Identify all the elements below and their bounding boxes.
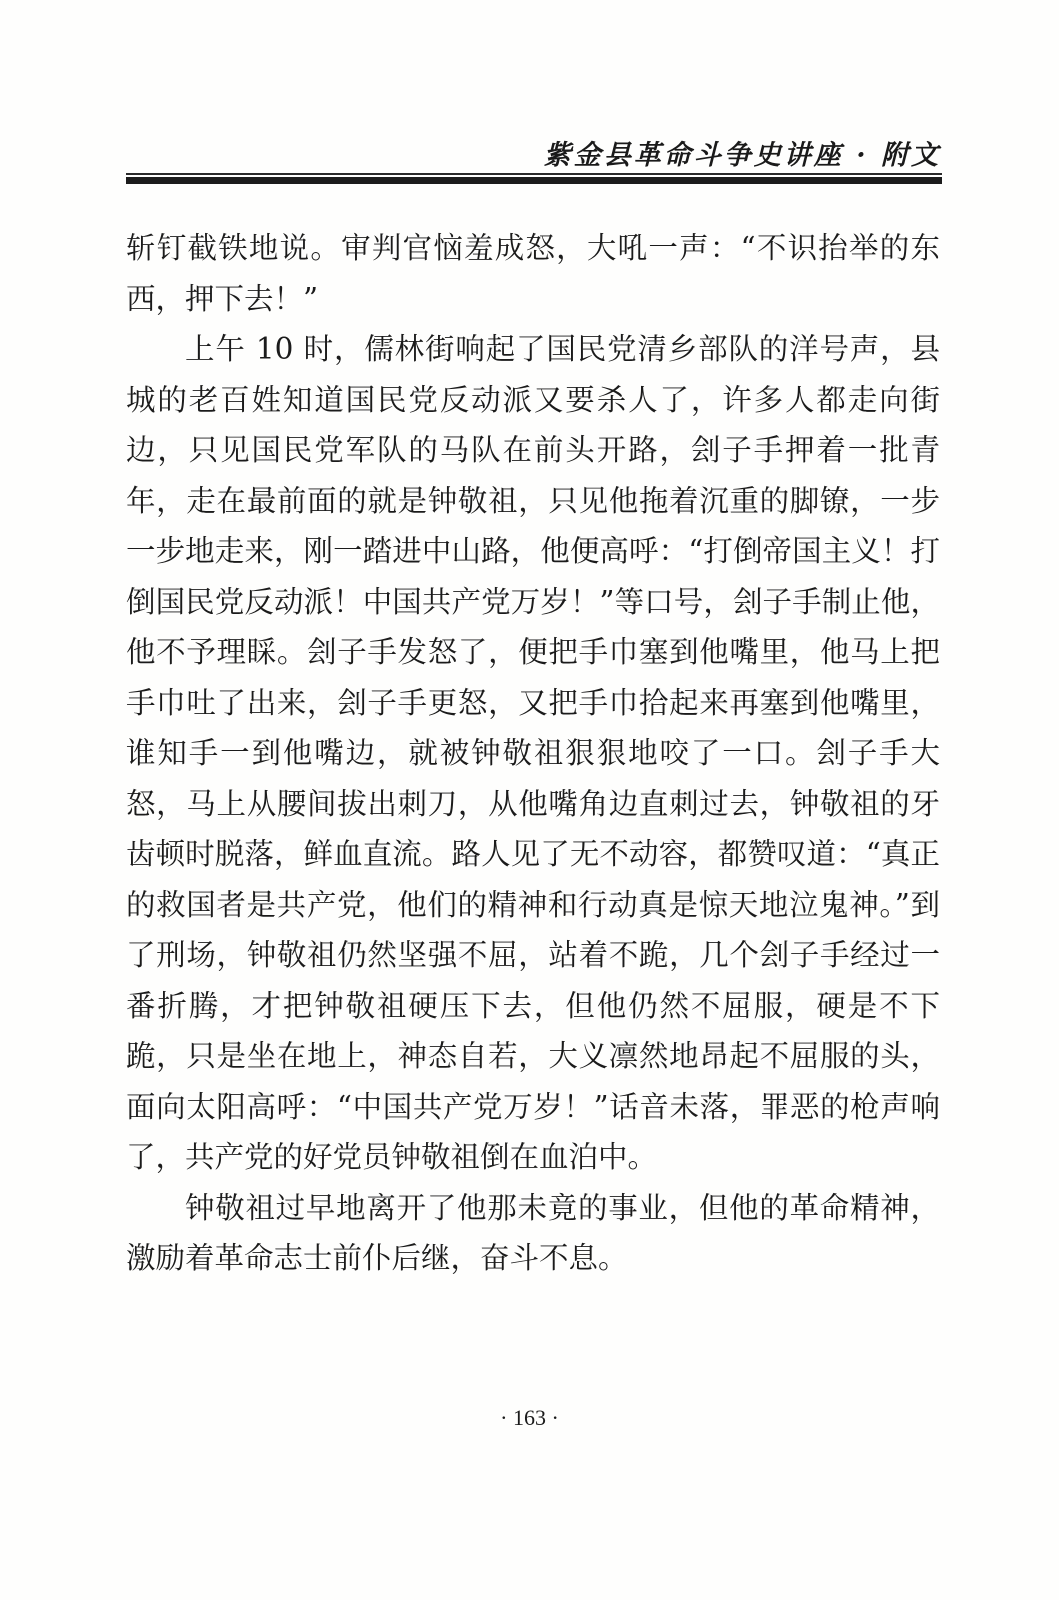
running-header-title: 紫金县革命斗争史讲座 · 附文 [543, 140, 941, 171]
paragraph-conclusion: 钟敬祖过早地离开了他那未竟的事业，但他的革命精神，激励着革命志士前仆后继，奋斗不息。 [126, 1190, 940, 1275]
header-rule-thin [126, 173, 942, 175]
header-rule-thick [126, 177, 942, 184]
body-text [126, 223, 940, 1284]
paragraph-execution: 上午 10 时，儒林街响起了国民党清乡部队的洋号声，县城的老百姓知道国民党反动派又要杀人了，许多人都走向街边，只见国民党军队的马队在前头开路，刽子手押着一批青年，走在最前面的就是钟敬祖，只见他拖着沉重的脚镣，一步一步地走来，刚一踏进中山路，他便高呼：“打倒帝国主义！打倒国民党反动派！中国共产党万岁！”等口号，刽子手制止他，他不予理睬。刽子手发怒了，便把手巾塞到他嘴里，他马上把手巾吐了出来，刽子手更怒，又把手巾拾起来再塞到他嘴里，谁知手一到他嘴边，就被钟敬祖狠狠地咬了一口。刽子手大怒，马上从腰间拔出刺刀，从他嘴角边直刺过去，钟敬祖的牙齿顿时脱落，鲜血直流。路人见了无不动容，都赞叹道：“真正的救国者是共产党，他们的精神和行动真是惊天地泣鬼神。”到了刑场，钟敬祖仍然坚强不屈，站着不跪，几个刽子手经过一番折腾，才把钟敬祖硬压下去，但他仍然不屈服，硬是不下跪，只是坐在地上，神态自若，大义凛然地昂起不屈服的头，面向太阳高呼：“中国共产党万岁！”话音未落，罪恶的枪声响了，共产党的好党员钟敬祖倒在血泊中。 [126, 332, 940, 1174]
paragraph-continued: 斩钉截铁地说。审判官恼羞成怒，大吼一声：“不识抬举的东西，押下去！” [126, 231, 940, 316]
page-number: · 163 · [500, 1405, 559, 1430]
